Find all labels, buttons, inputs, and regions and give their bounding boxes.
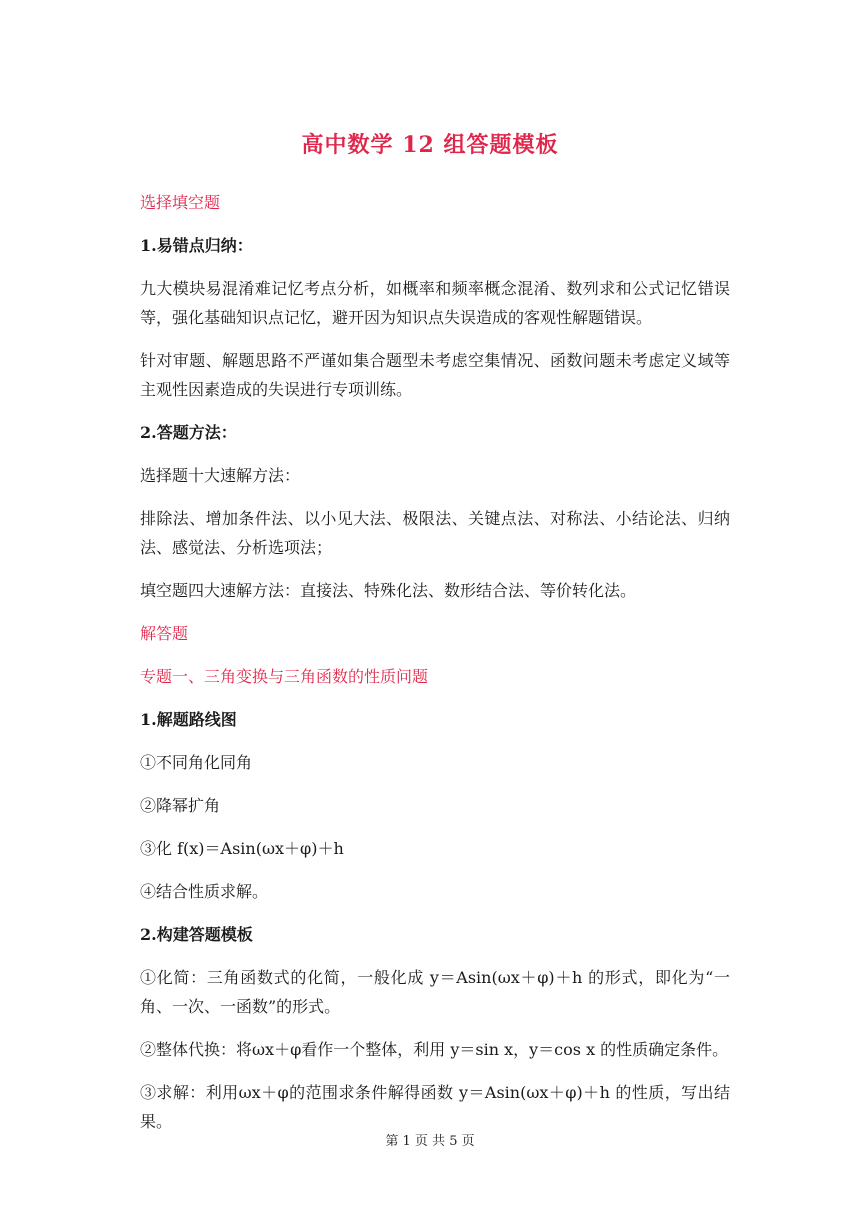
roadmap-step: ②降幂扩角 bbox=[140, 796, 221, 815]
subheading-solution-roadmap: 1.解题路线图 bbox=[140, 710, 237, 729]
roadmap-step: ④结合性质求解。 bbox=[140, 882, 269, 901]
paragraph-fill-methods: 填空题四大速解方法：直接法、特殊化法、数形结合法、等价转化法。 bbox=[140, 581, 637, 600]
section-heading-choice-fill: 选择填空题 bbox=[140, 193, 221, 212]
roadmap-step: ①不同角化同角 bbox=[140, 753, 253, 772]
document-body bbox=[140, 188, 730, 1150]
page-title: 高中数学 12 组答题模板 bbox=[301, 132, 559, 158]
template-step: ①化简：三角函数式的化简，一般化成 y＝Asin(ωx＋φ)＋h 的形式，即化为“一角、一次、一函数”的形式。 bbox=[140, 968, 730, 1016]
template-step: ②整体代换：将ωx＋φ看作一个整体，利用 y＝sin x，y＝cos x 的性质确定条件。 bbox=[140, 1040, 729, 1059]
template-step: ③求解：利用ωx＋φ的范围求条件解得函数 y＝Asin(ωx＋φ)＋h 的性质，写出结果。 bbox=[140, 1083, 730, 1131]
paragraph-error-summary-1: 九大模块易混淆难记忆考点分析，如概率和频率概念混淆、数列求和公式记忆错误等，强化基础知识点记忆，避开因为知识点失误造成的客观性解题错误。 bbox=[140, 279, 730, 327]
topic-heading-trig: 专题一、三角变换与三角函数的性质问题 bbox=[140, 667, 429, 686]
page-footer: 第 1 页 共 5 页 bbox=[385, 1134, 475, 1149]
subheading-error-summary: 1.易错点归纳： bbox=[140, 236, 253, 255]
section-heading-solution: 解答题 bbox=[140, 624, 189, 643]
paragraph-error-summary-2: 针对审题、解题思路不严谨如集合题型未考虑空集情况、函数问题未考虑定义域等主观性因素造成的失误进行专项训练。 bbox=[140, 351, 730, 399]
paragraph-choice-methods-title: 选择题十大速解方法： bbox=[140, 466, 301, 485]
roadmap-step: ③化 f(x)＝Asin(ωx＋φ)＋h bbox=[140, 839, 344, 858]
subheading-answer-methods: 2.答题方法： bbox=[140, 423, 237, 442]
paragraph-choice-methods-list: 排除法、增加条件法、以小见大法、极限法、关键点法、对称法、小结论法、归纳法、感觉法、分析选项法； bbox=[140, 509, 730, 557]
subheading-answer-template: 2.构建答题模板 bbox=[140, 925, 253, 944]
